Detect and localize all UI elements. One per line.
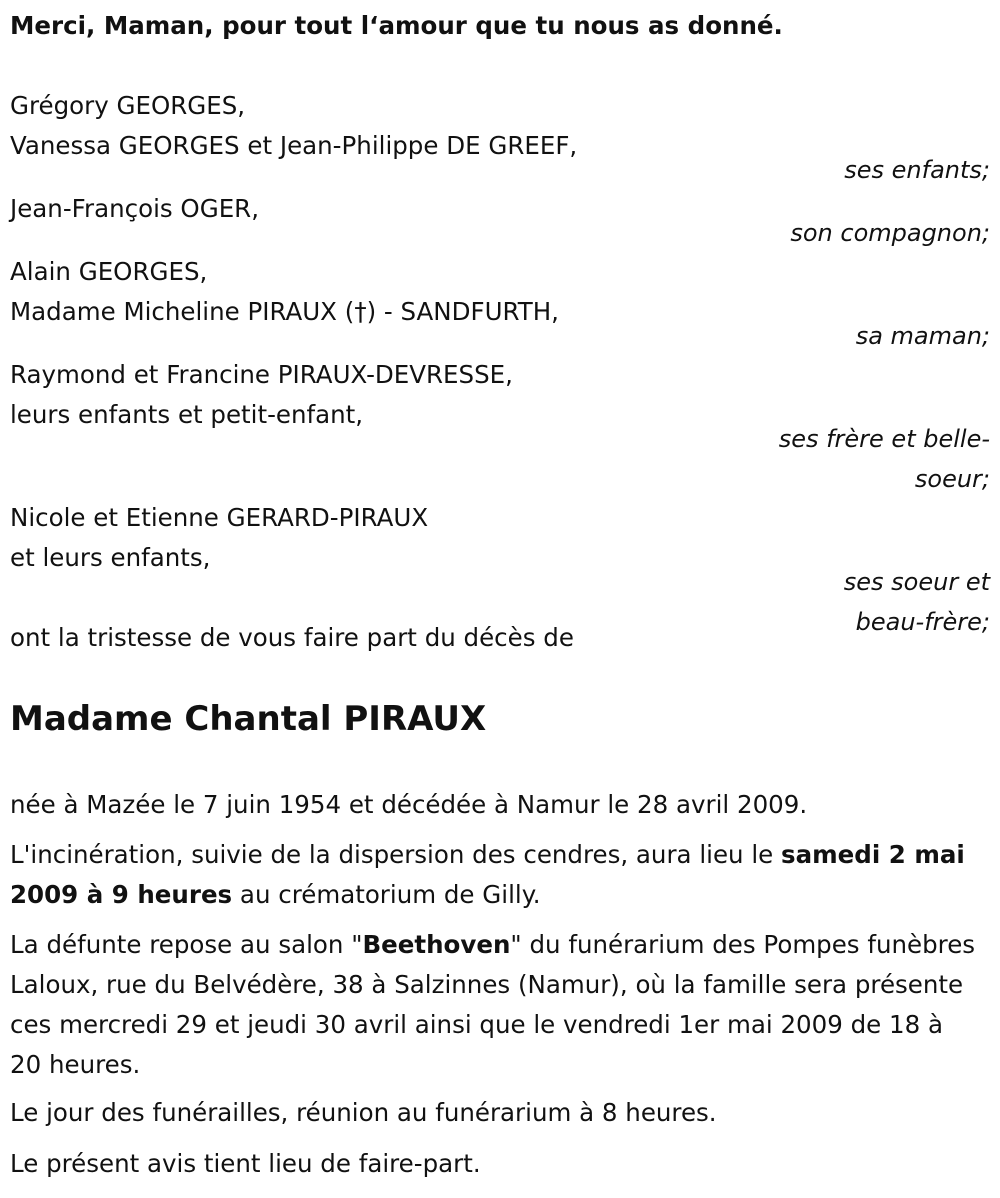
family-line: Jean-François OGER, [10,194,259,223]
family-line: Grégory GEORGES, [10,91,246,120]
relation-label: ses soeur et beau-frère; [843,568,990,636]
relation-label: ses frère et belle-soeur; [778,425,990,493]
family-line: Vanessa GEORGES et Jean-Philippe DE GREEF, [10,131,578,160]
family-line: Raymond et Francine PIRAUX-DEVRESSE, [10,360,513,389]
cremation-paragraph [10,835,980,915]
cremation-text: L'incinération, suivie de la dispersion des cendres, aura lieu le [10,840,782,869]
viewing-details: " du funérarium des Pompes funèbres Laloux, rue du Belvédère, 38 à Salzinnes (Namur), où la famille sera présente ces mercredi 29 et jeudi 30 avril ainsi que le vendredi 1er mai 2009 de 18 à 20 heures. [10,930,976,1079]
birth-death-text: née à Mazée le 7 juin 1954 et décédée à Namur le 28 avril 2009. [10,790,808,819]
family-line: et leurs enfants, [10,543,211,572]
relation-label: son compagnon; [790,219,990,247]
notice-text: Le présent avis tient lieu de faire-part. [10,1149,481,1178]
cremation-location: au crématorium de Gilly. [232,880,541,909]
family-line: Madame Micheline PIRAUX (†) - SANDFURTH, [10,297,559,326]
deceased-name: Madame Chantal PIRAUX [10,699,487,739]
announcement-text: ont la tristesse de vous faire part du décès de [10,623,574,652]
family-line: leurs enfants et petit-enfant, [10,400,364,429]
family-line: Alain GEORGES, [10,257,208,286]
funeral-day-text: Le jour des funérailles, réunion au funérarium à 8 heures. [10,1098,717,1127]
relation-label: ses enfants; [844,156,990,184]
relation-label: sa maman; [855,322,990,350]
family-line: Nicole et Etienne GERARD-PIRAUX [10,503,429,532]
cremation-date: samedi 2 mai 2009 à 9 heures [10,840,965,909]
intro-heading: Merci, Maman, pour tout l‘amour que tu nous as donné. [10,11,783,40]
viewing-paragraph [10,925,980,1085]
salon-name: Beethoven [362,930,511,959]
viewing-text: La défunte repose au salon " [10,930,363,959]
